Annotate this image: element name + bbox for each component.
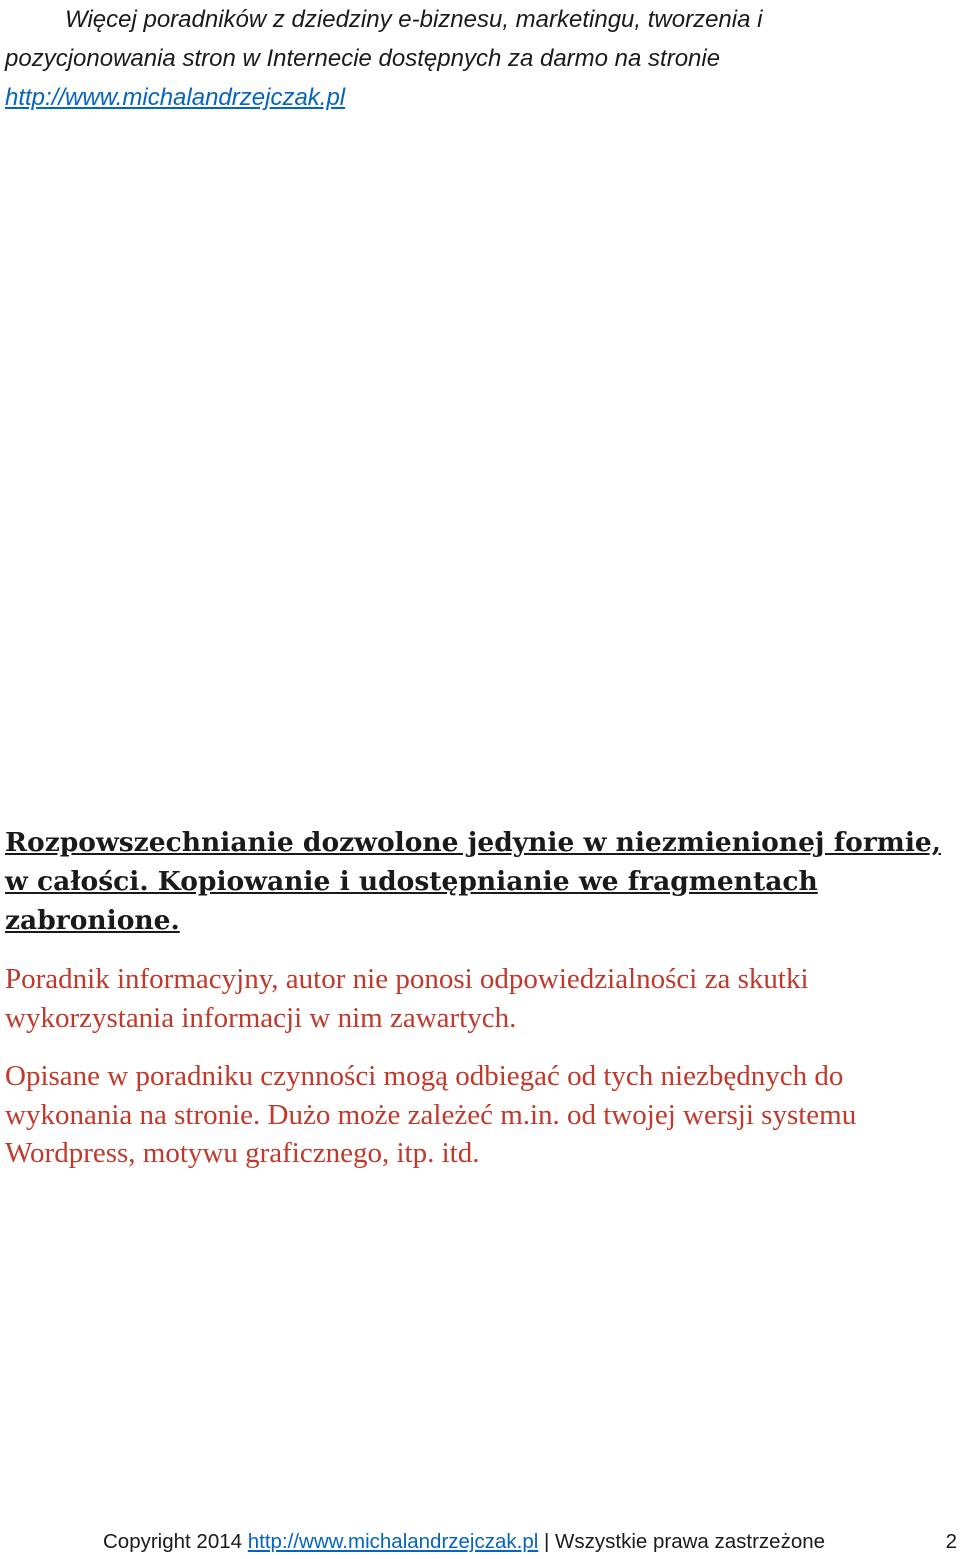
footer-separator: | — [544, 1530, 550, 1553]
footer-site-link[interactable]: http://www.michalandrzejczak.pl — [247, 1530, 539, 1553]
footer-rights: Wszystkie prawa zastrzeżone — [555, 1530, 826, 1553]
header-line-1: Więcej poradników z dziedziny e-biznesu, marketingu, tworzenia i — [65, 6, 763, 33]
footer-text — [103, 1525, 825, 1559]
disclaimer-paragraph-1: Poradnik informacyjny, autor nie ponosi odpowiedzialności za skutki wykorzystania informacji w nim zawartych. — [5, 963, 809, 1034]
page-footer — [0, 1525, 960, 1559]
header-site-link[interactable]: http://www.michalandrzejczak.pl — [5, 84, 346, 111]
disclaimer-paragraph-2: Opisane w poradniku czynności mogą odbiegać od tych niezbędnych do wykonania na stronie. Dużo może zależeć m.in. od twojej wersji systemu Wordpress, motywu graficznego, itp. itd. — [5, 1060, 857, 1169]
distribution-notice: Rozpowszechnianie dozwolone jedynie w niezmienionej formie, w całości. Kopiowanie i udostępnianie we fragmentach zabronione. — [5, 827, 941, 936]
page-header — [5, 0, 945, 117]
header-line-2: pozycjonowania stron w Internecie dostępnych za darmo na stronie — [5, 45, 721, 72]
page-number: 2 — [945, 1530, 957, 1553]
footer-copyright: Copyright 2014 — [103, 1530, 243, 1553]
